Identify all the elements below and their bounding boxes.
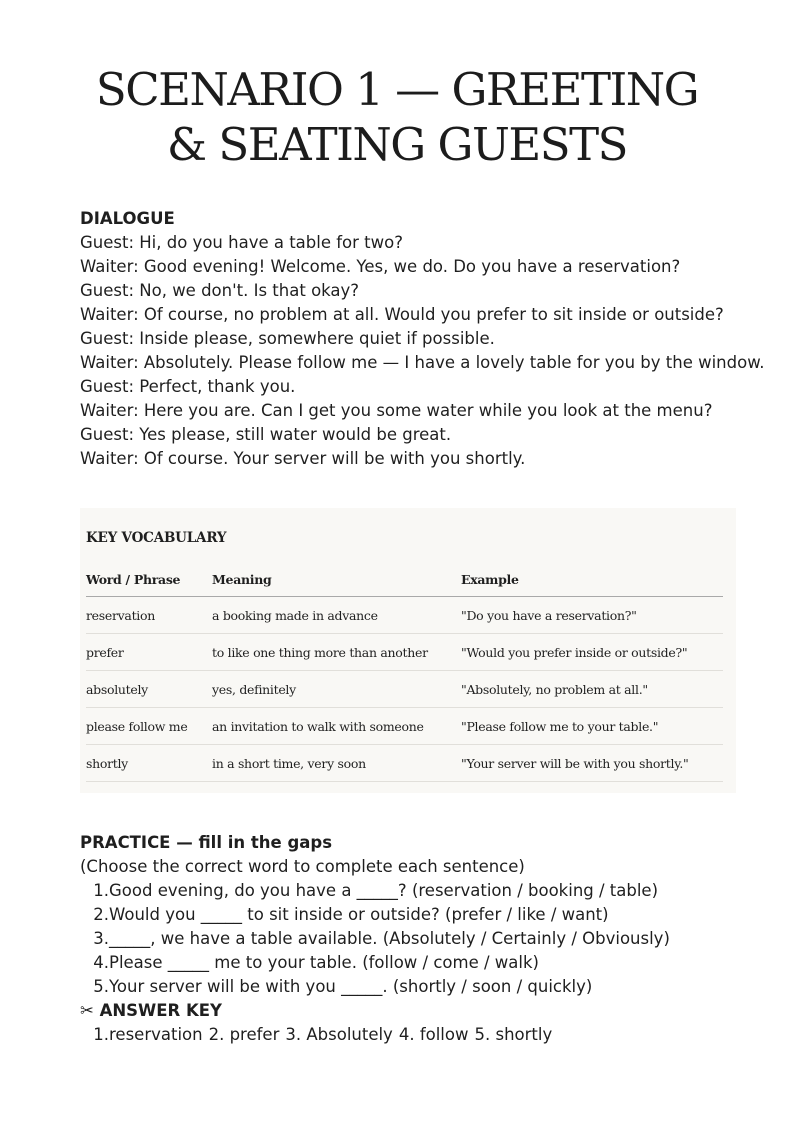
vocab-meaning: a booking made in advance	[212, 597, 461, 634]
item-number: 4.	[93, 953, 109, 972]
dialogue-line: Waiter: Of course. Your server will be with you shortly.	[80, 449, 526, 468]
dialogue-heading: DIALOGUE	[80, 209, 175, 228]
answer-item: 3. Absolutely	[285, 1025, 393, 1044]
vocab-word: reservation	[86, 597, 212, 634]
dialogue-line: Waiter: Here you are. Can I get you some water while you look at the menu?	[80, 401, 713, 420]
item-text: _____, we have a table available. (Absolutely / Certainly / Obviously)	[109, 929, 670, 948]
vocabulary-table	[86, 562, 723, 782]
vocab-meaning: an invitation to walk with someone	[212, 708, 461, 745]
vocab-word: shortly	[86, 745, 212, 782]
dialogue-line: Guest: Yes please, still water would be great.	[80, 425, 452, 444]
dialogue-section	[80, 207, 770, 471]
dialogue-line: Guest: Perfect, thank you.	[80, 377, 296, 396]
list-item	[80, 975, 770, 999]
item-text: Your server will be with you _____. (shortly / soon / quickly)	[109, 977, 593, 996]
vocabulary-header-row	[86, 562, 723, 597]
practice-heading: PRACTICE — fill in the gaps	[80, 833, 333, 852]
vocab-meaning: yes, definitely	[212, 671, 461, 708]
list-item	[80, 951, 770, 975]
vocab-meaning: to like one thing more than another	[212, 634, 461, 671]
item-text: Good evening, do you have a _____? (reservation / booking / table)	[109, 881, 659, 900]
item-text: Would you _____ to sit inside or outside? (prefer / like / want)	[109, 905, 609, 924]
table-row	[86, 634, 723, 671]
item-text: Please _____ me to your table. (follow / come / walk)	[109, 953, 539, 972]
vocab-meaning: in a short time, very soon	[212, 745, 461, 782]
table-row	[86, 597, 723, 634]
dialogue-line: Waiter: Of course, no problem at all. Would you prefer to sit inside or outside?	[80, 305, 724, 324]
answer-key-heading	[80, 999, 770, 1023]
practice-list	[80, 879, 770, 999]
answer-key-line	[80, 1023, 770, 1047]
practice-section	[80, 831, 770, 1047]
answer-item: reservation	[109, 1025, 203, 1044]
column-header-example: Example	[461, 562, 723, 597]
answer-key-title: ANSWER KEY	[99, 1001, 222, 1020]
vocabulary-panel	[80, 508, 736, 793]
vocab-example: "Please follow me to your table."	[461, 708, 723, 745]
vocab-word: please follow me	[86, 708, 212, 745]
list-item	[80, 927, 770, 951]
scissors-icon: ✂	[80, 1001, 94, 1020]
dialogue-line: Guest: No, we don't. Is that okay?	[80, 281, 360, 300]
item-number: 2.	[93, 905, 109, 924]
table-row	[86, 745, 723, 782]
dialogue-line: Waiter: Absolutely. Please follow me — I have a lovely table for you by the window.	[80, 353, 765, 372]
item-number: 1.	[93, 881, 109, 900]
answer-number: 1.	[93, 1025, 109, 1044]
vocab-example: "Would you prefer inside or outside?"	[461, 634, 723, 671]
dialogue-line: Guest: Inside please, somewhere quiet if possible.	[80, 329, 495, 348]
vocab-word: absolutely	[86, 671, 212, 708]
list-item	[80, 903, 770, 927]
page-title-line-1: SCENARIO 1 — GREETING	[95, 63, 699, 116]
vocab-word: prefer	[86, 634, 212, 671]
column-header-word: Word / Phrase	[86, 562, 212, 597]
answer-item: 4. follow	[398, 1025, 469, 1044]
dialogue-line: Guest: Hi, do you have a table for two?	[80, 233, 403, 252]
dialogue-line: Waiter: Good evening! Welcome. Yes, we do. Do you have a reservation?	[80, 257, 681, 276]
answer-item: 2. prefer	[208, 1025, 280, 1044]
item-number: 5.	[93, 977, 109, 996]
vocab-example: "Your server will be with you shortly."	[461, 745, 723, 782]
table-row	[86, 708, 723, 745]
page-title	[0, 62, 794, 172]
column-header-meaning: Meaning	[212, 562, 461, 597]
vocabulary-heading: KEY VOCABULARY	[86, 530, 227, 546]
vocab-example: "Do you have a reservation?"	[461, 597, 723, 634]
vocab-example: "Absolutely, no problem at all."	[461, 671, 723, 708]
page-title-line-2: & SEATING GUESTS	[167, 118, 627, 171]
item-number: 3.	[93, 929, 109, 948]
answer-item: 5. shortly	[474, 1025, 553, 1044]
list-item	[80, 879, 770, 903]
practice-instruction: (Choose the correct word to complete each sentence)	[80, 857, 525, 876]
table-row	[86, 671, 723, 708]
